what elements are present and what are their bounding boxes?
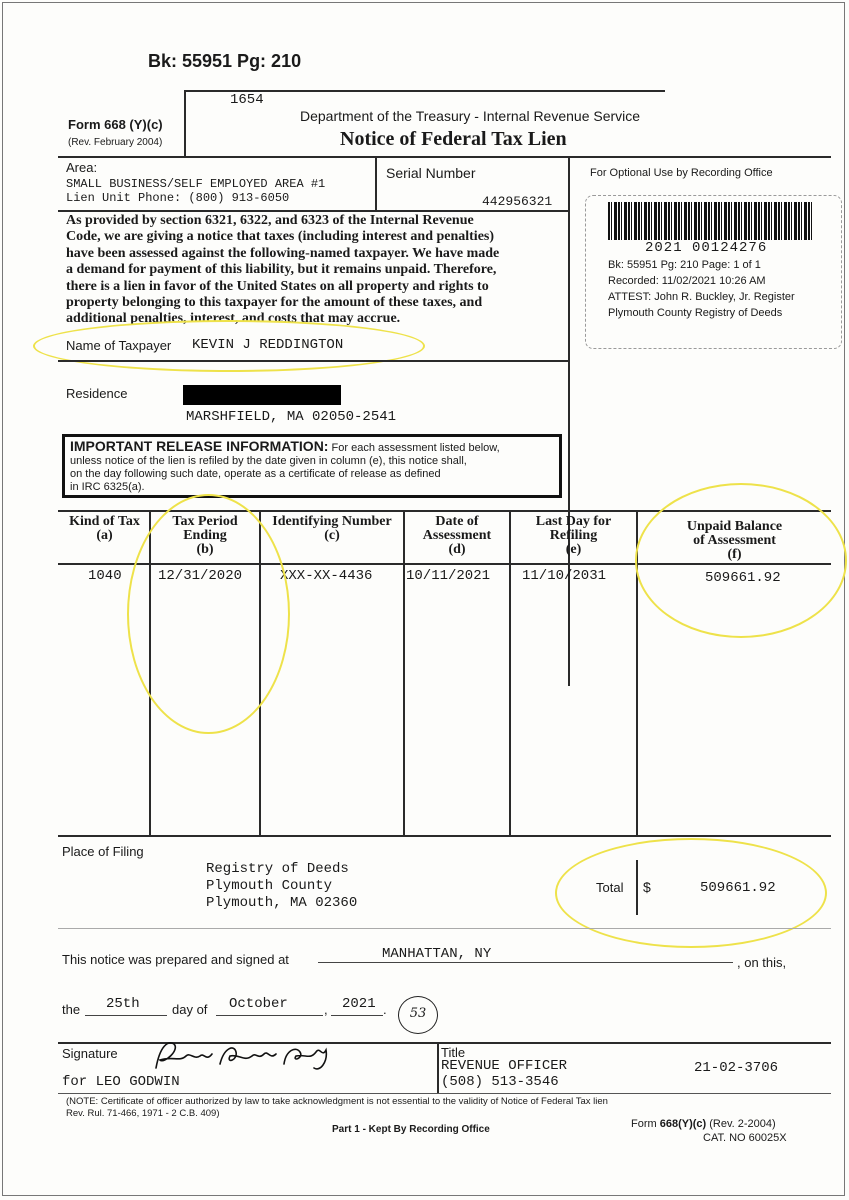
recording-label: For Optional Use by Recording Office — [590, 167, 773, 179]
residence-label: Residence — [66, 386, 128, 401]
form-id: Form 668 (Y)(c) — [68, 117, 163, 132]
stamp-number: 1654 — [230, 92, 264, 108]
filing-line: Registry of Deeds — [206, 861, 349, 877]
cell-unpaid-balance: 509661.92 — [705, 570, 781, 586]
cell-date-of-assessment: 10/11/2021 — [406, 568, 491, 584]
column-header-kind-of-tax: Kind of Tax (a) — [69, 514, 140, 543]
highlight-taxpayer — [33, 320, 425, 372]
taxpayer-name: KEVIN J REDDINGTON — [192, 337, 344, 353]
notice-line: Code, we are giving a notice that taxes (including interest and penalties) — [66, 229, 495, 245]
redacted-address — [183, 385, 341, 405]
handwritten-mark: 53 — [398, 996, 438, 1034]
release-line: unless notice of the lien is refiled by the date given in column (e), this notice shall, — [70, 455, 467, 467]
footer-part: Part 1 - Kept By Recording Office — [332, 1124, 490, 1135]
prepared-suffix: , on this, — [737, 955, 787, 970]
form-title: Notice of Federal Tax Lien — [340, 128, 567, 150]
serial-label: Serial Number — [386, 165, 476, 181]
recording-registry: Plymouth County Registry of Deeds — [608, 307, 783, 319]
highlight-tax-period — [127, 494, 290, 734]
the-label: the — [62, 1002, 81, 1017]
year-value: 2021 — [342, 996, 376, 1012]
release-text — [70, 440, 560, 494]
dollar-sign: $ — [643, 879, 651, 895]
area-name: SMALL BUSINESS/SELF EMPLOYED AREA #1 — [66, 177, 326, 191]
officer-title: REVENUE OFFICER — [441, 1058, 568, 1074]
recording-date: Recorded: 11/02/2021 10:26 AM — [608, 275, 766, 287]
column-header-unpaid-balance: Unpaid Balance of Assessment (f) — [686, 519, 783, 562]
release-line: in IRC 6325(a). — [70, 481, 145, 493]
book-page-label: Bk: 55951 Pg: 210 — [148, 51, 302, 71]
column-header-tax-period: Tax Period Ending (b) — [172, 514, 238, 557]
release-line: on the day following such date, operate as a certificate of release as defined — [70, 468, 441, 480]
year-period: . — [383, 1002, 387, 1017]
column-header-last-day-refiling: Last Day for Refiling (e) — [535, 514, 612, 557]
day-of-label: day of — [172, 1002, 208, 1017]
barcode-number: 2021 00124276 — [645, 240, 768, 256]
prepared-text: This notice was prepared and signed at — [62, 952, 289, 967]
release-line: For each assessment listed below, — [328, 442, 500, 454]
filing-line: Plymouth County — [206, 878, 333, 894]
notice-line: property belonging to this taxpayer for the amount of these taxes, and — [66, 295, 483, 311]
serial-number: 442956321 — [482, 194, 553, 209]
recording-attest: ATTEST: John R. Buckley, Jr. Register — [608, 291, 795, 303]
area-label: Area: — [66, 160, 98, 175]
cell-last-day-refiling: 11/10/2031 — [522, 568, 607, 584]
notice-line: a demand for payment of this liability, but it remains unpaid. Therefore, — [66, 262, 497, 278]
day-value: 25th — [106, 996, 140, 1012]
total-label: Total — [596, 880, 624, 895]
cell-tax-period: 12/31/2020 — [158, 568, 243, 584]
column-header-identifying-number: Identifying Number (c) — [272, 514, 392, 543]
cell-kind-of-tax: 1040 — [88, 568, 122, 584]
highlight-total — [555, 838, 827, 948]
notice-line: there is a lien in favor of the United States on all property and rights to — [66, 278, 489, 294]
residence-city: MARSHFIELD, MA 02050-2541 — [186, 409, 397, 425]
total-amount: 509661.92 — [700, 880, 776, 896]
month-value: October — [229, 996, 288, 1012]
column-header-date-of-assessment: Date of Assessment (d) — [422, 514, 492, 557]
officer-id: 21-02-3706 — [694, 1060, 779, 1076]
cell-identifying-number: XXX-XX-4436 — [280, 568, 373, 584]
notice-line: additional penalties, interest, and costs that may accrue. — [66, 311, 401, 327]
notice-line: As provided by section 6321, 6322, and 6323 of the Internal Revenue — [66, 213, 474, 228]
filing-line: Plymouth, MA 02360 — [206, 895, 358, 911]
officer-phone: (508) 513-3546 — [441, 1074, 559, 1090]
release-heading: IMPORTANT RELEASE INFORMATION: — [70, 438, 329, 454]
prepared-place: MANHATTAN, NY — [382, 946, 492, 962]
place-of-filing-label: Place of Filing — [62, 844, 144, 859]
notice-line: have been assessed against the following-named taxpayer. We have made — [66, 245, 500, 261]
note-line: Rev. Rul. 71-466, 1971 - 2 C.B. 409) — [66, 1108, 220, 1119]
recording-book-page: Bk: 55951 Pg: 210 Page: 1 of 1 — [608, 259, 761, 271]
footer-form: Form 668(Y)(c) (Rev. 2-2004) — [631, 1118, 776, 1130]
barcode-icon — [608, 202, 812, 240]
signature-label: Signature — [62, 1046, 118, 1061]
signature-for: for LEO GODWIN — [62, 1074, 180, 1090]
form-rev: (Rev. February 2004) — [68, 137, 163, 148]
lien-unit-phone: Lien Unit Phone: (800) 913-6050 — [66, 191, 290, 205]
department-line: Department of the Treasury - Internal Revenue Service — [300, 108, 641, 124]
highlight-unpaid-balance — [635, 483, 847, 638]
taxpayer-label: Name of Taxpayer — [66, 338, 172, 353]
note-line: (NOTE: Certificate of officer authorized by law to take acknowledgment is not essential to the validity of Notice of Federal Tax lien — [66, 1096, 608, 1107]
month-comma: , — [324, 1002, 328, 1017]
footer-cat-no: CAT. NO 60025X — [703, 1132, 787, 1144]
title-label: Title — [441, 1045, 466, 1060]
notice-text — [66, 213, 566, 328]
